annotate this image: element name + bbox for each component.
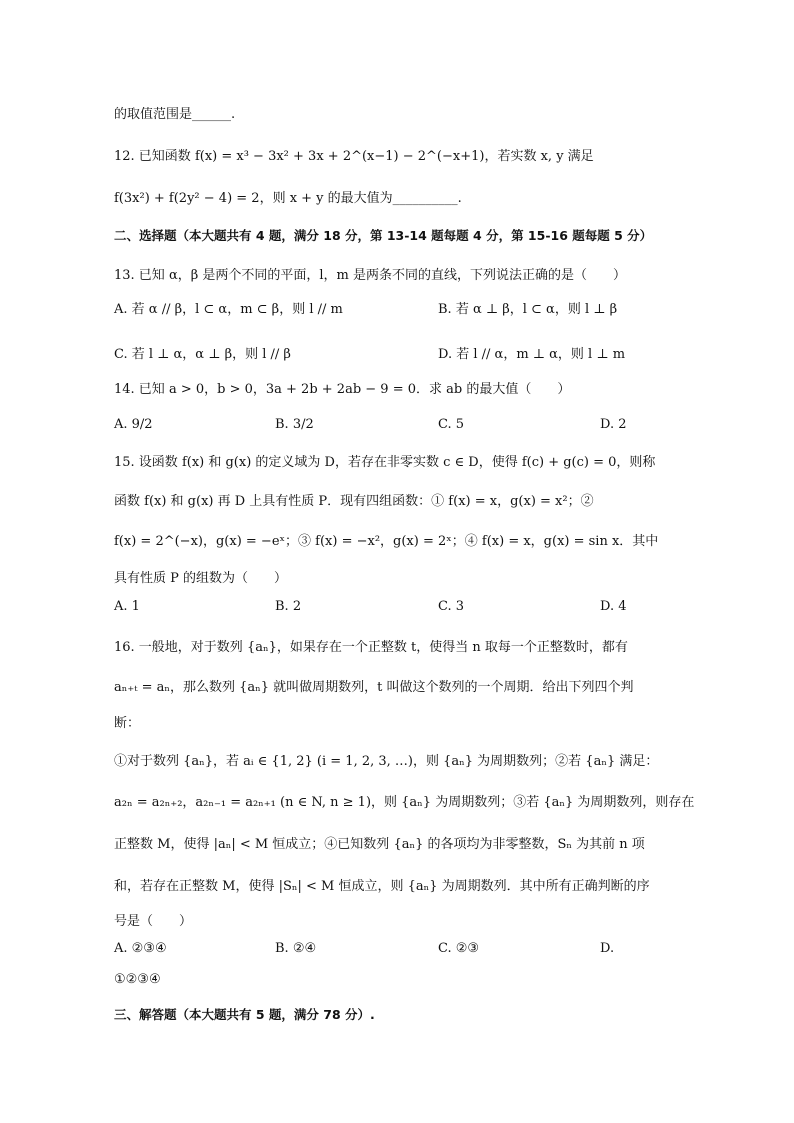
- q14-option-b: B. 3/2: [275, 417, 314, 432]
- q14-option-a: A. 9/2: [114, 417, 153, 432]
- q16-line3: 断：: [114, 716, 141, 731]
- q13-stem: 13. 已知 α，β 是两个不同的平面，l，m 是两条不同的直线，下列说法正确的是（ ）: [114, 268, 626, 283]
- q12-line1: 12. 已知函数 f(x) = x³ − 3x² + 3x + 2^(x−1) − 2^(−x+1)，若实数 x, y 满足: [114, 149, 594, 164]
- q15-line2: 函数 f(x) 和 g(x) 再 D 上具有性质 P．现有四组函数：① f(x) = x，g(x) = x²；②: [114, 494, 594, 509]
- q15-option-c: C. 3: [438, 599, 465, 614]
- q15-option-b: B. 2: [275, 599, 302, 614]
- q14-option-d: D. 2: [600, 417, 627, 432]
- q16-line7: 和，若存在正整数 M，使得 |Sₙ| < M 恒成立，则 {aₙ} 为周期数列．其中所有正确判断的序: [114, 879, 650, 894]
- q15-line3: f(x) = 2^(−x)，g(x) = −eˣ；③ f(x) = −x²，g(x) = 2ˣ；④ f(x) = x，g(x) = sin x．其中: [114, 534, 659, 549]
- q16-line5: a₂ₙ = a₂ₙ₊₂，a₂ₙ₋₁ = a₂ₙ₊₁ (n ∈ N, n ≥ 1)，则 {aₙ} 为周期数列；③若 {aₙ} 为周期数列，则存在: [114, 795, 695, 810]
- q13-option-c: C. 若 l ⊥ α，α ⊥ β，则 l // β: [114, 347, 291, 362]
- q16-option-d: D.: [600, 941, 615, 956]
- q16-line1: 16. 一般地，对于数列 {aₙ}，如果存在一个正整数 t，使得当 n 取每一个正整数时，都有: [114, 640, 628, 655]
- q13-option-d: D. 若 l // α，m ⊥ α，则 l ⊥ m: [438, 347, 626, 362]
- q13-option-b: B. 若 α ⊥ β，l ⊂ α，则 l ⊥ β: [438, 302, 618, 317]
- section-3-heading: 三、解答题（本大题共有 5 题，满分 78 分）.: [114, 1007, 375, 1022]
- q13-option-a: A. 若 α // β，l ⊂ α，m ⊂ β，则 l // m: [114, 302, 343, 317]
- q16-option-b: B. ②④: [275, 941, 317, 956]
- q16-option-a: A. ②③④: [114, 941, 167, 956]
- section-2-heading: 二、选择题（本大题共有 4 题，满分 18 分，第 13-14 题每题 4 分，第 15-16 题每题 5 分）: [114, 228, 653, 243]
- q16-line8: 号是（ ）: [114, 914, 193, 929]
- q14-stem: 14. 已知 a > 0，b > 0，3a + 2b + 2ab − 9 = 0．求 ab 的最大值（ ）: [114, 382, 571, 397]
- q16-option-c: C. ②③: [438, 941, 480, 956]
- q14-option-c: C. 5: [438, 417, 465, 432]
- q15-line4: 具有性质 P 的组数为（ ）: [114, 571, 288, 586]
- q15-option-d: D. 4: [600, 599, 627, 614]
- q16-line4: ①对于数列 {aₙ}，若 aᵢ ∈ {1, 2} (i = 1, 2, 3, …)，则 {aₙ} 为周期数列；②若 {aₙ} 满足：: [114, 754, 659, 769]
- q15-option-a: A. 1: [114, 599, 140, 614]
- q16-line2: aₙ₊ₜ = aₙ，那么数列 {aₙ} 就叫做周期数列，t 叫做这个数列的一个周期．给出下列四个判: [114, 680, 634, 695]
- q12-line2: f(3x²) + f(2y² − 4) = 2，则 x + y 的最大值为__________.: [114, 191, 462, 206]
- q15-line1: 15. 设函数 f(x) 和 g(x) 的定义域为 D，若存在非零实数 c ∈ D，使得 f(c) + g(c) = 0，则称: [114, 455, 656, 470]
- q16-option-d-content: ①②③④: [114, 972, 161, 987]
- q11-tail: 的取值范围是______.: [114, 107, 236, 122]
- q16-line6: 正整数 M，使得 |aₙ| < M 恒成立；④已知数列 {aₙ} 的各项均为非零整数，Sₙ 为其前 n 项: [114, 837, 645, 852]
